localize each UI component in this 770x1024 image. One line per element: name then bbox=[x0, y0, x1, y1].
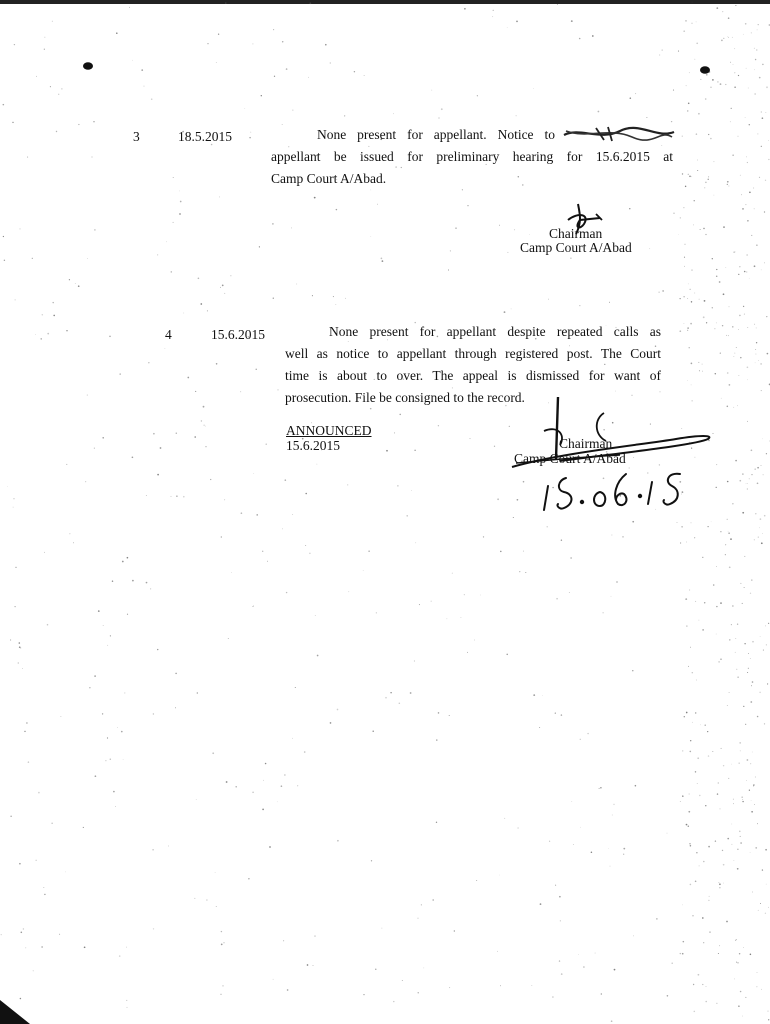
entry-date: 18.5.2015 bbox=[178, 129, 232, 144]
order-line: None present for appellant. Notice to bbox=[317, 127, 555, 142]
handwritten-date bbox=[530, 460, 700, 520]
order-line: time is about to over. The appeal is dismissed for want of bbox=[285, 368, 661, 383]
order-line: Camp Court A/Abad. bbox=[271, 171, 387, 186]
struck-out-word bbox=[560, 125, 678, 143]
order-line: appellant be issued for preliminary hearing for 15.6.2015 at bbox=[271, 149, 673, 164]
entry-serial: 4 bbox=[165, 327, 172, 342]
entry-date: 15.6.2015 bbox=[211, 327, 265, 342]
signature-title: Chairman bbox=[549, 226, 603, 241]
signature-office: Camp Court A/Abad bbox=[514, 451, 626, 466]
entry-serial: 3 bbox=[133, 129, 140, 144]
order-line: prosecution. File be consigned to the record. bbox=[285, 390, 525, 405]
order-line: well as notice to appellant through registered post. The Court bbox=[285, 346, 661, 361]
signature-office: Camp Court A/Abad bbox=[520, 240, 632, 255]
signature-title: Chairman bbox=[559, 436, 613, 451]
order-line: None present for appellant despite repeated calls as bbox=[329, 324, 661, 339]
chairman-signature bbox=[560, 200, 610, 238]
announced-date: 15.6.2015 bbox=[286, 438, 340, 453]
announced-label: ANNOUNCED bbox=[286, 423, 372, 438]
